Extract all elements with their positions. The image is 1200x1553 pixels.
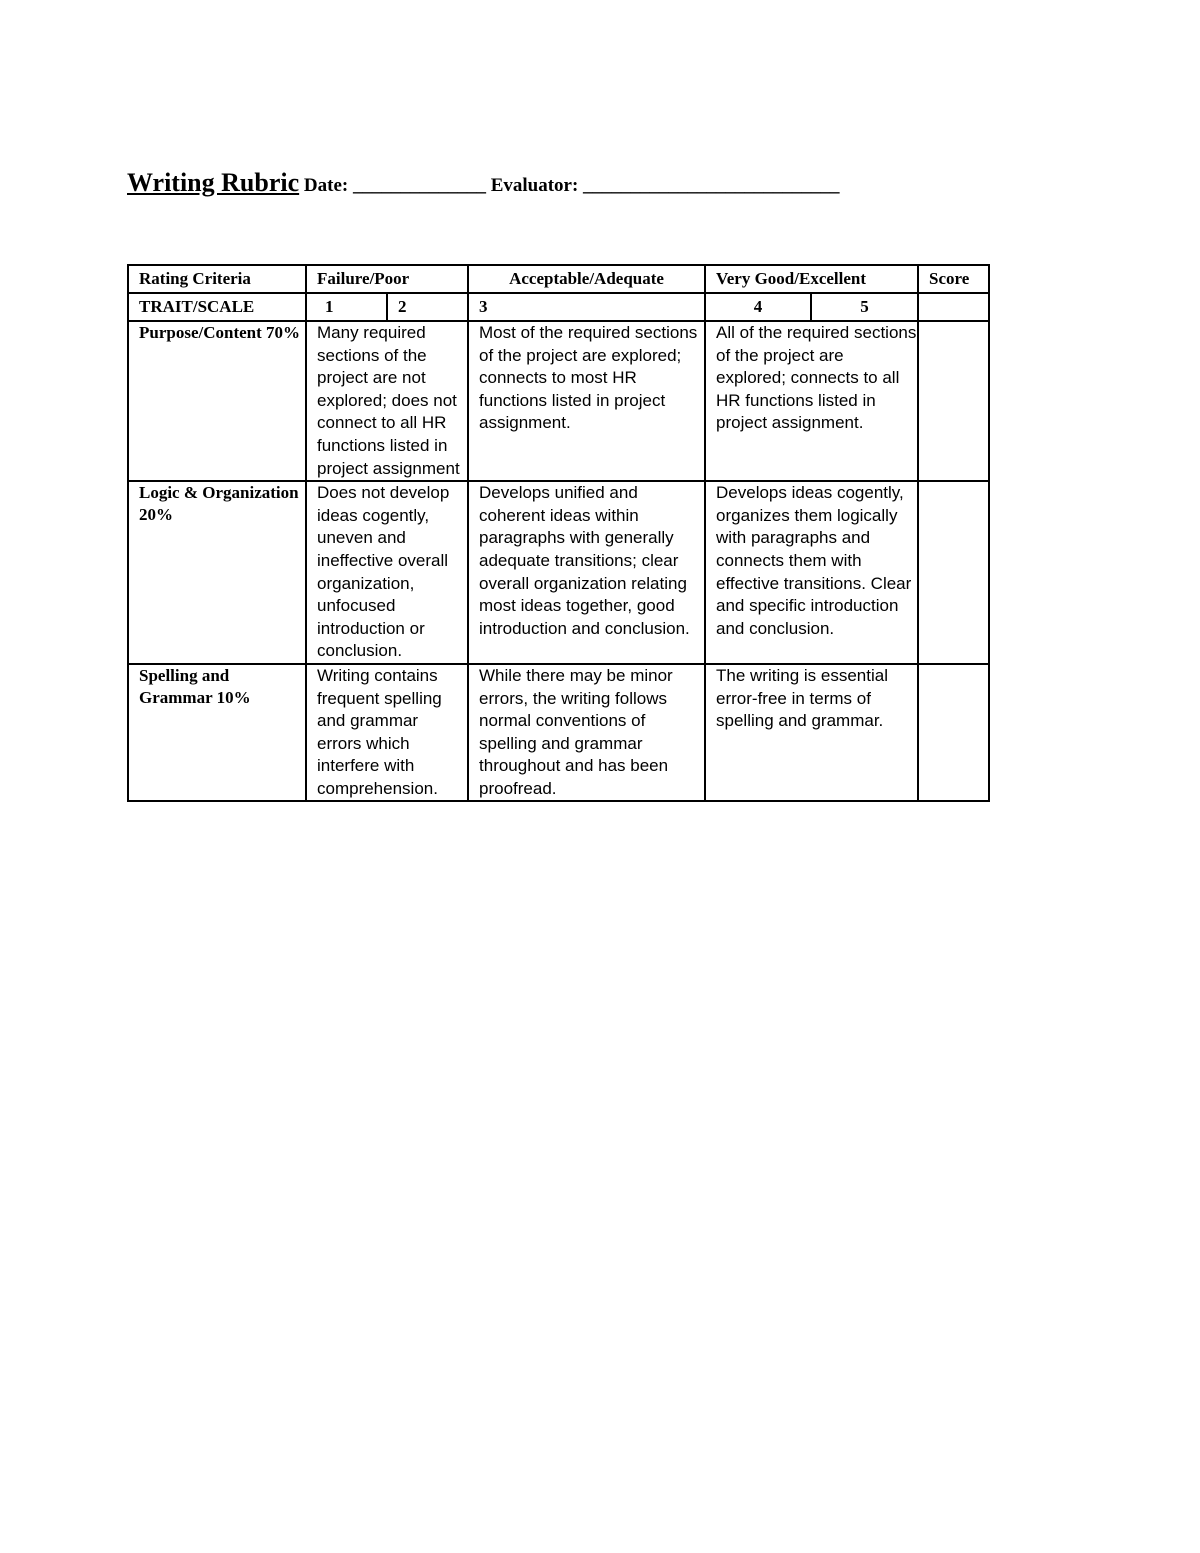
header-failure-poor: Failure/Poor	[306, 265, 468, 293]
score-cell	[918, 481, 989, 664]
scale-label: TRAIT/SCALE	[128, 293, 306, 321]
adequate-description: While there may be minor errors, the writing follows normal conventions of spelling and grammar throughout and has been proofread.	[468, 664, 705, 802]
scale-2: 2	[387, 293, 468, 321]
criterion-purpose-content: Purpose/Content 70%	[128, 321, 306, 481]
scale-1: 1	[306, 293, 387, 321]
criterion-logic-organization: Logic & Organization 20%	[128, 481, 306, 664]
table-row	[128, 481, 989, 664]
header-score: Score	[918, 265, 989, 293]
scale-5: 5	[811, 293, 918, 321]
evaluator-field: Evaluator: ___________________________	[490, 175, 840, 196]
header-acceptable-adequate: Acceptable/Adequate	[468, 265, 705, 293]
score-cell	[918, 321, 989, 481]
adequate-description: Most of the required sections of the project are explored; connects to most HR functions listed in project assignment.	[468, 321, 705, 481]
excellent-description: Develops ideas cogently, organizes them logically with paragraphs and connects them with effective transitions. Clear and specific introduction and conclusion.	[705, 481, 918, 664]
page-title: Writing Rubric	[127, 168, 300, 197]
table-row	[128, 321, 989, 481]
date-field: Date: ______________	[303, 175, 486, 196]
table-header-row	[128, 265, 989, 293]
excellent-description: All of the required sections of the project are explored; connects to all HR functions listed in project assignment.	[705, 321, 918, 481]
scale-3: 3	[468, 293, 705, 321]
adequate-description: Develops unified and coherent ideas within paragraphs with generally adequate transitions; clear overall organization relating most ideas together, good introduction and conclusion.	[468, 481, 705, 664]
rubric-table	[127, 264, 990, 802]
scale-row	[128, 293, 989, 321]
header-very-good-excellent: Very Good/Excellent	[705, 265, 918, 293]
poor-description: Many required sections of the project are not explored; does not connect to all HR functions listed in project assignment	[306, 321, 468, 481]
table-row	[128, 664, 989, 802]
page-header	[127, 168, 840, 198]
poor-description: Does not develop ideas cogently, uneven and ineffective overall organization, unfocused introduction or conclusion.	[306, 481, 468, 664]
scale-4: 4	[705, 293, 811, 321]
criterion-spelling-grammar: Spelling and Grammar 10%	[128, 664, 306, 802]
poor-description: Writing contains frequent spelling and grammar errors which interfere with comprehension.	[306, 664, 468, 802]
header-rating-criteria: Rating Criteria	[128, 265, 306, 293]
scale-score-cell	[918, 293, 989, 321]
excellent-description: The writing is essential error-free in terms of spelling and grammar.	[705, 664, 918, 802]
score-cell	[918, 664, 989, 802]
